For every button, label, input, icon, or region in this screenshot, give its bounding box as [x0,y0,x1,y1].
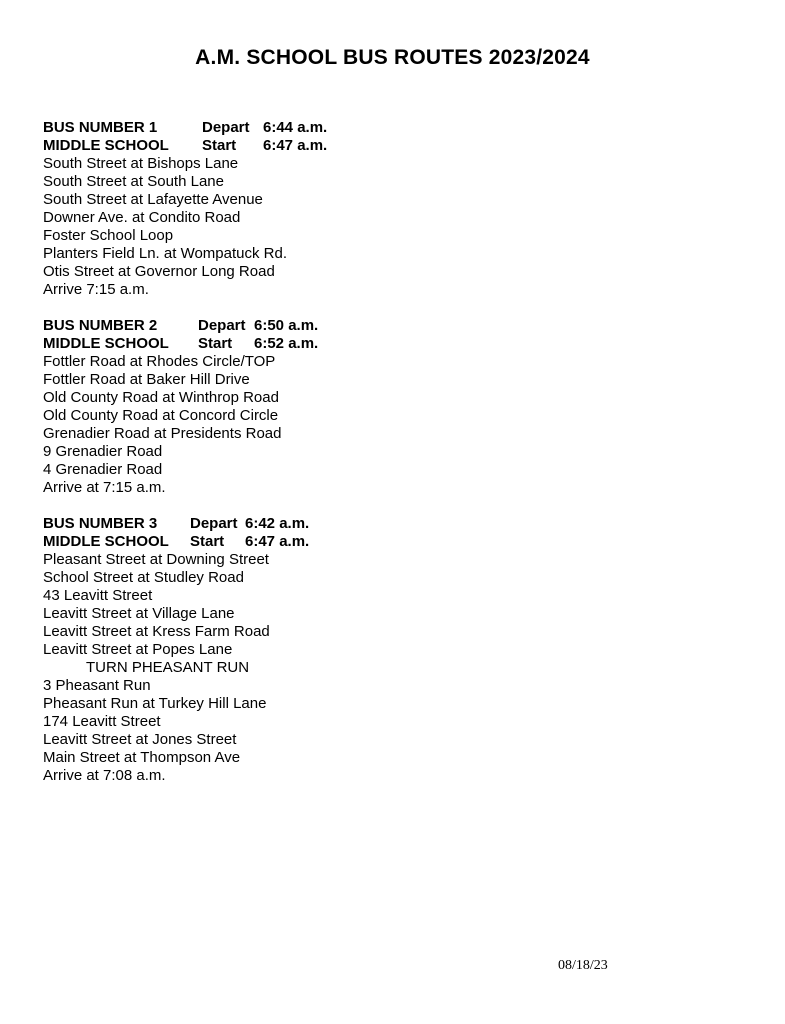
route-stop: Otis Street at Governor Long Road [43,263,275,280]
route-stop: Fottler Road at Rhodes Circle/TOP [43,353,276,370]
route-stop: Leavitt Street at Jones Street [43,731,237,748]
arrival-line: Arrive at 7:08 a.m. [43,767,166,784]
bus-section-2 [43,317,742,497]
bus-header-line [43,317,742,335]
route-stop: South Street at Lafayette Avenue [43,191,263,208]
route-stop: Grenadier Road at Presidents Road [43,425,282,442]
start-label: Start [202,137,237,154]
route-stop: Planters Field Ln. at Wompatuck Rd. [43,245,287,262]
start-time: 6:47 a.m. [245,533,310,550]
route-stop: 9 Grenadier Road [43,443,163,460]
document-title: A.M. SCHOOL BUS ROUTES 2023/2024 [195,46,590,69]
start-time: 6:47 a.m. [263,137,328,154]
bus-section-3 [43,515,742,785]
bus-header-line [43,119,742,137]
route-stop: 174 Leavitt Street [43,713,161,730]
bus-header-line [43,515,742,533]
route-stop: South Street at Bishops Lane [43,155,239,172]
school-header-line [43,137,742,155]
stops-list [43,551,742,767]
bus-section-1 [43,119,742,299]
route-stop: School Street at Studley Road [43,569,244,586]
footer-date: 08/18/23 [558,958,608,973]
routes-content [43,119,742,785]
depart-label: Depart [190,515,238,532]
route-stop: Leavitt Street at Village Lane [43,605,235,622]
stops-list [43,353,742,479]
start-label: Start [190,533,225,550]
school-label: MIDDLE SCHOOL [43,335,169,352]
route-stop: Old County Road at Concord Circle [43,407,279,424]
route-stop: Leavitt Street at Kress Farm Road [43,623,270,640]
bus-number-label: BUS NUMBER 1 [43,119,158,136]
stops-list [43,155,742,281]
depart-label: Depart [198,317,246,334]
depart-label: Depart [202,119,250,136]
route-stop: 4 Grenadier Road [43,461,163,478]
route-stop: Leavitt Street at Popes Lane [43,641,233,658]
route-stop: Pheasant Run at Turkey Hill Lane [43,695,267,712]
bus-number-label: BUS NUMBER 2 [43,317,158,334]
school-label: MIDDLE SCHOOL [43,533,169,550]
start-label: Start [198,335,233,352]
route-stop: 43 Leavitt Street [43,587,153,604]
school-label: MIDDLE SCHOOL [43,137,169,154]
route-stop: Main Street at Thompson Ave [43,749,241,766]
depart-time: 6:44 a.m. [263,119,328,136]
route-stop: Old County Road at Winthrop Road [43,389,279,406]
arrival-line: Arrive 7:15 a.m. [43,281,149,298]
route-stop: Foster School Loop [43,227,174,244]
school-header-line [43,533,742,551]
route-stop: South Street at South Lane [43,173,224,190]
route-stop: Downer Ave. at Condito Road [43,209,241,226]
route-stop: 3 Pheasant Run [43,677,151,694]
arrival-line: Arrive at 7:15 a.m. [43,479,166,496]
bus-number-label: BUS NUMBER 3 [43,515,158,532]
route-stop: Fottler Road at Baker Hill Drive [43,371,250,388]
route-stop: TURN PHEASANT RUN [86,659,250,676]
school-header-line [43,335,742,353]
start-time: 6:52 a.m. [254,335,319,352]
depart-time: 6:50 a.m. [254,317,319,334]
route-stop: Pleasant Street at Downing Street [43,551,269,568]
depart-time: 6:42 a.m. [245,515,310,532]
